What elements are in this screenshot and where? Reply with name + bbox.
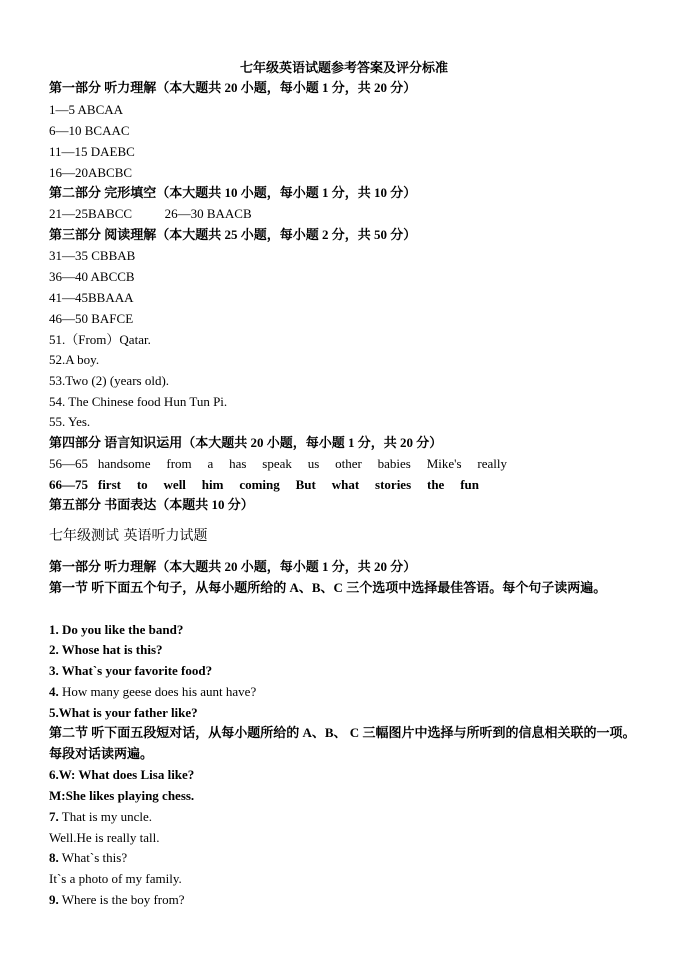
section1-instruction: 第一节 听下面五个句子，从每小题所给的 A、B、C 三个选项中选择最佳答语。每个句子读两遍。 (49, 580, 607, 595)
short-answer: 53.Two (2) (years old). (49, 373, 170, 388)
dialogue-7-line-2: Well.He is really tall. (49, 830, 160, 845)
dialogue-6-line-2: M:She likes playing chess. (49, 788, 195, 803)
question-number: 1. (49, 622, 59, 637)
part2-heading: 第二部分 完形填空（本大题共 10 小题，每小题 1 分，共 10 分） (49, 185, 417, 200)
answer-line: 46—50 BAFCE (49, 311, 134, 326)
dialogue-7-line-1 (49, 809, 152, 825)
question-number: 2. (49, 642, 59, 657)
question-number: 3. (49, 663, 59, 678)
word-answer: has (229, 456, 247, 471)
word-answer: the (427, 477, 445, 492)
word-answer: Mike's (426, 456, 462, 471)
answer-line: 41—45BBAAA (49, 290, 134, 305)
answer-line: 16—20ABCBC (49, 165, 133, 180)
question-2 (49, 642, 163, 658)
answer-key-title: 七年级英语试题参考答案及评分标准 (239, 60, 448, 75)
word-answer: first (97, 477, 121, 492)
part4-answer-row-2 (49, 477, 479, 493)
dialogue-6-line-1: 6.W: What does Lisa like? (49, 767, 195, 782)
word-answer: babies (377, 456, 411, 471)
word-answer: well (163, 477, 186, 492)
question-3 (49, 663, 212, 679)
word-answer: speak (262, 456, 292, 471)
answer-group: 21—25BABCC (49, 206, 133, 221)
word-answer: But (295, 477, 316, 492)
word-answer: stories (375, 477, 412, 492)
question-text: What`s your favorite food? (61, 663, 213, 678)
part4-heading: 第四部分 语言知识运用（本大题共 20 小题，每小题 1 分，共 20 分） (49, 435, 443, 450)
answer-line: 6—10 BCAAC (49, 123, 130, 138)
word-answer: what (331, 477, 360, 492)
word-answer: to (136, 477, 148, 492)
word-answer: a (207, 456, 214, 471)
part3-heading: 第三部分 阅读理解（本大题共 25 小题，每小题 2 分，共 50 分） (49, 227, 417, 242)
section2-instruction: 第二节 听下面五段短对话，从每小题所给的 A、B、 C 三幅图片中选择与所听到的信息相关联的一项。每段对话读两遍。 (49, 725, 636, 761)
dialogue-text: Where is the boy from? (61, 892, 185, 907)
short-answer: 55. Yes. (49, 414, 91, 429)
row-label: 56—65 (49, 456, 88, 471)
answer-line: 11—15 DAEBC (49, 144, 135, 159)
answer-line: 1—5 ABCAA (49, 102, 124, 117)
part4-answer-row-1 (49, 456, 507, 472)
dialogue-text: What`s this? (61, 850, 128, 865)
dialogue-8-line-1 (49, 850, 127, 866)
part5-heading: 第五部分 书面表达（本题共 10 分） (49, 497, 254, 512)
dialogue-text: That is my uncle. (61, 809, 153, 824)
answer-line: 36—40 ABCCB (49, 269, 135, 284)
answer-line (49, 206, 252, 222)
dialogue-number: 7. (49, 809, 59, 824)
part1-heading: 第一部分 听力理解（本大题共 20 小题，每小题 1 分，共 20 分） (49, 80, 417, 95)
word-answer: handsome (97, 456, 151, 471)
short-answer: 54. The Chinese food Hun Tun Pi. (49, 394, 228, 409)
question-text: What is your father like? (58, 705, 198, 720)
listening-test-title: 七年级测试 英语听力试题 (49, 528, 208, 544)
question-5 (49, 705, 198, 721)
row-label: 66—75 (49, 477, 88, 492)
word-answer: fun (460, 477, 479, 492)
dialogue-9-line-1 (49, 892, 185, 908)
word-answer: coming (239, 477, 280, 492)
question-4 (49, 684, 256, 700)
word-answer: us (307, 456, 320, 471)
word-answer: other (335, 456, 362, 471)
dialogue-8-line-2: It`s a photo of my family. (49, 871, 182, 886)
question-text: Whose hat is this? (61, 642, 163, 657)
dialogue-number: 9. (49, 892, 59, 907)
listening-part1-heading: 第一部分 听力理解（本大题共 20 小题，每小题 1 分，共 20 分） (49, 559, 417, 574)
question-text: How many geese does his aunt have? (62, 684, 257, 699)
word-answer: him (201, 477, 224, 492)
question-1 (49, 622, 183, 638)
dialogue-number: 8. (49, 850, 59, 865)
short-answer: 52.A boy. (49, 352, 100, 367)
question-number: 5. (49, 705, 59, 720)
short-answer: 51.（From）Qatar. (49, 332, 151, 347)
question-number: 4. (49, 684, 59, 699)
answer-line: 31—35 CBBAB (49, 248, 136, 263)
word-answer: really (477, 456, 507, 471)
word-answer: from (166, 456, 192, 471)
answer-group: 26—30 BAACB (164, 206, 252, 221)
question-text: Do you like the band? (62, 622, 184, 637)
